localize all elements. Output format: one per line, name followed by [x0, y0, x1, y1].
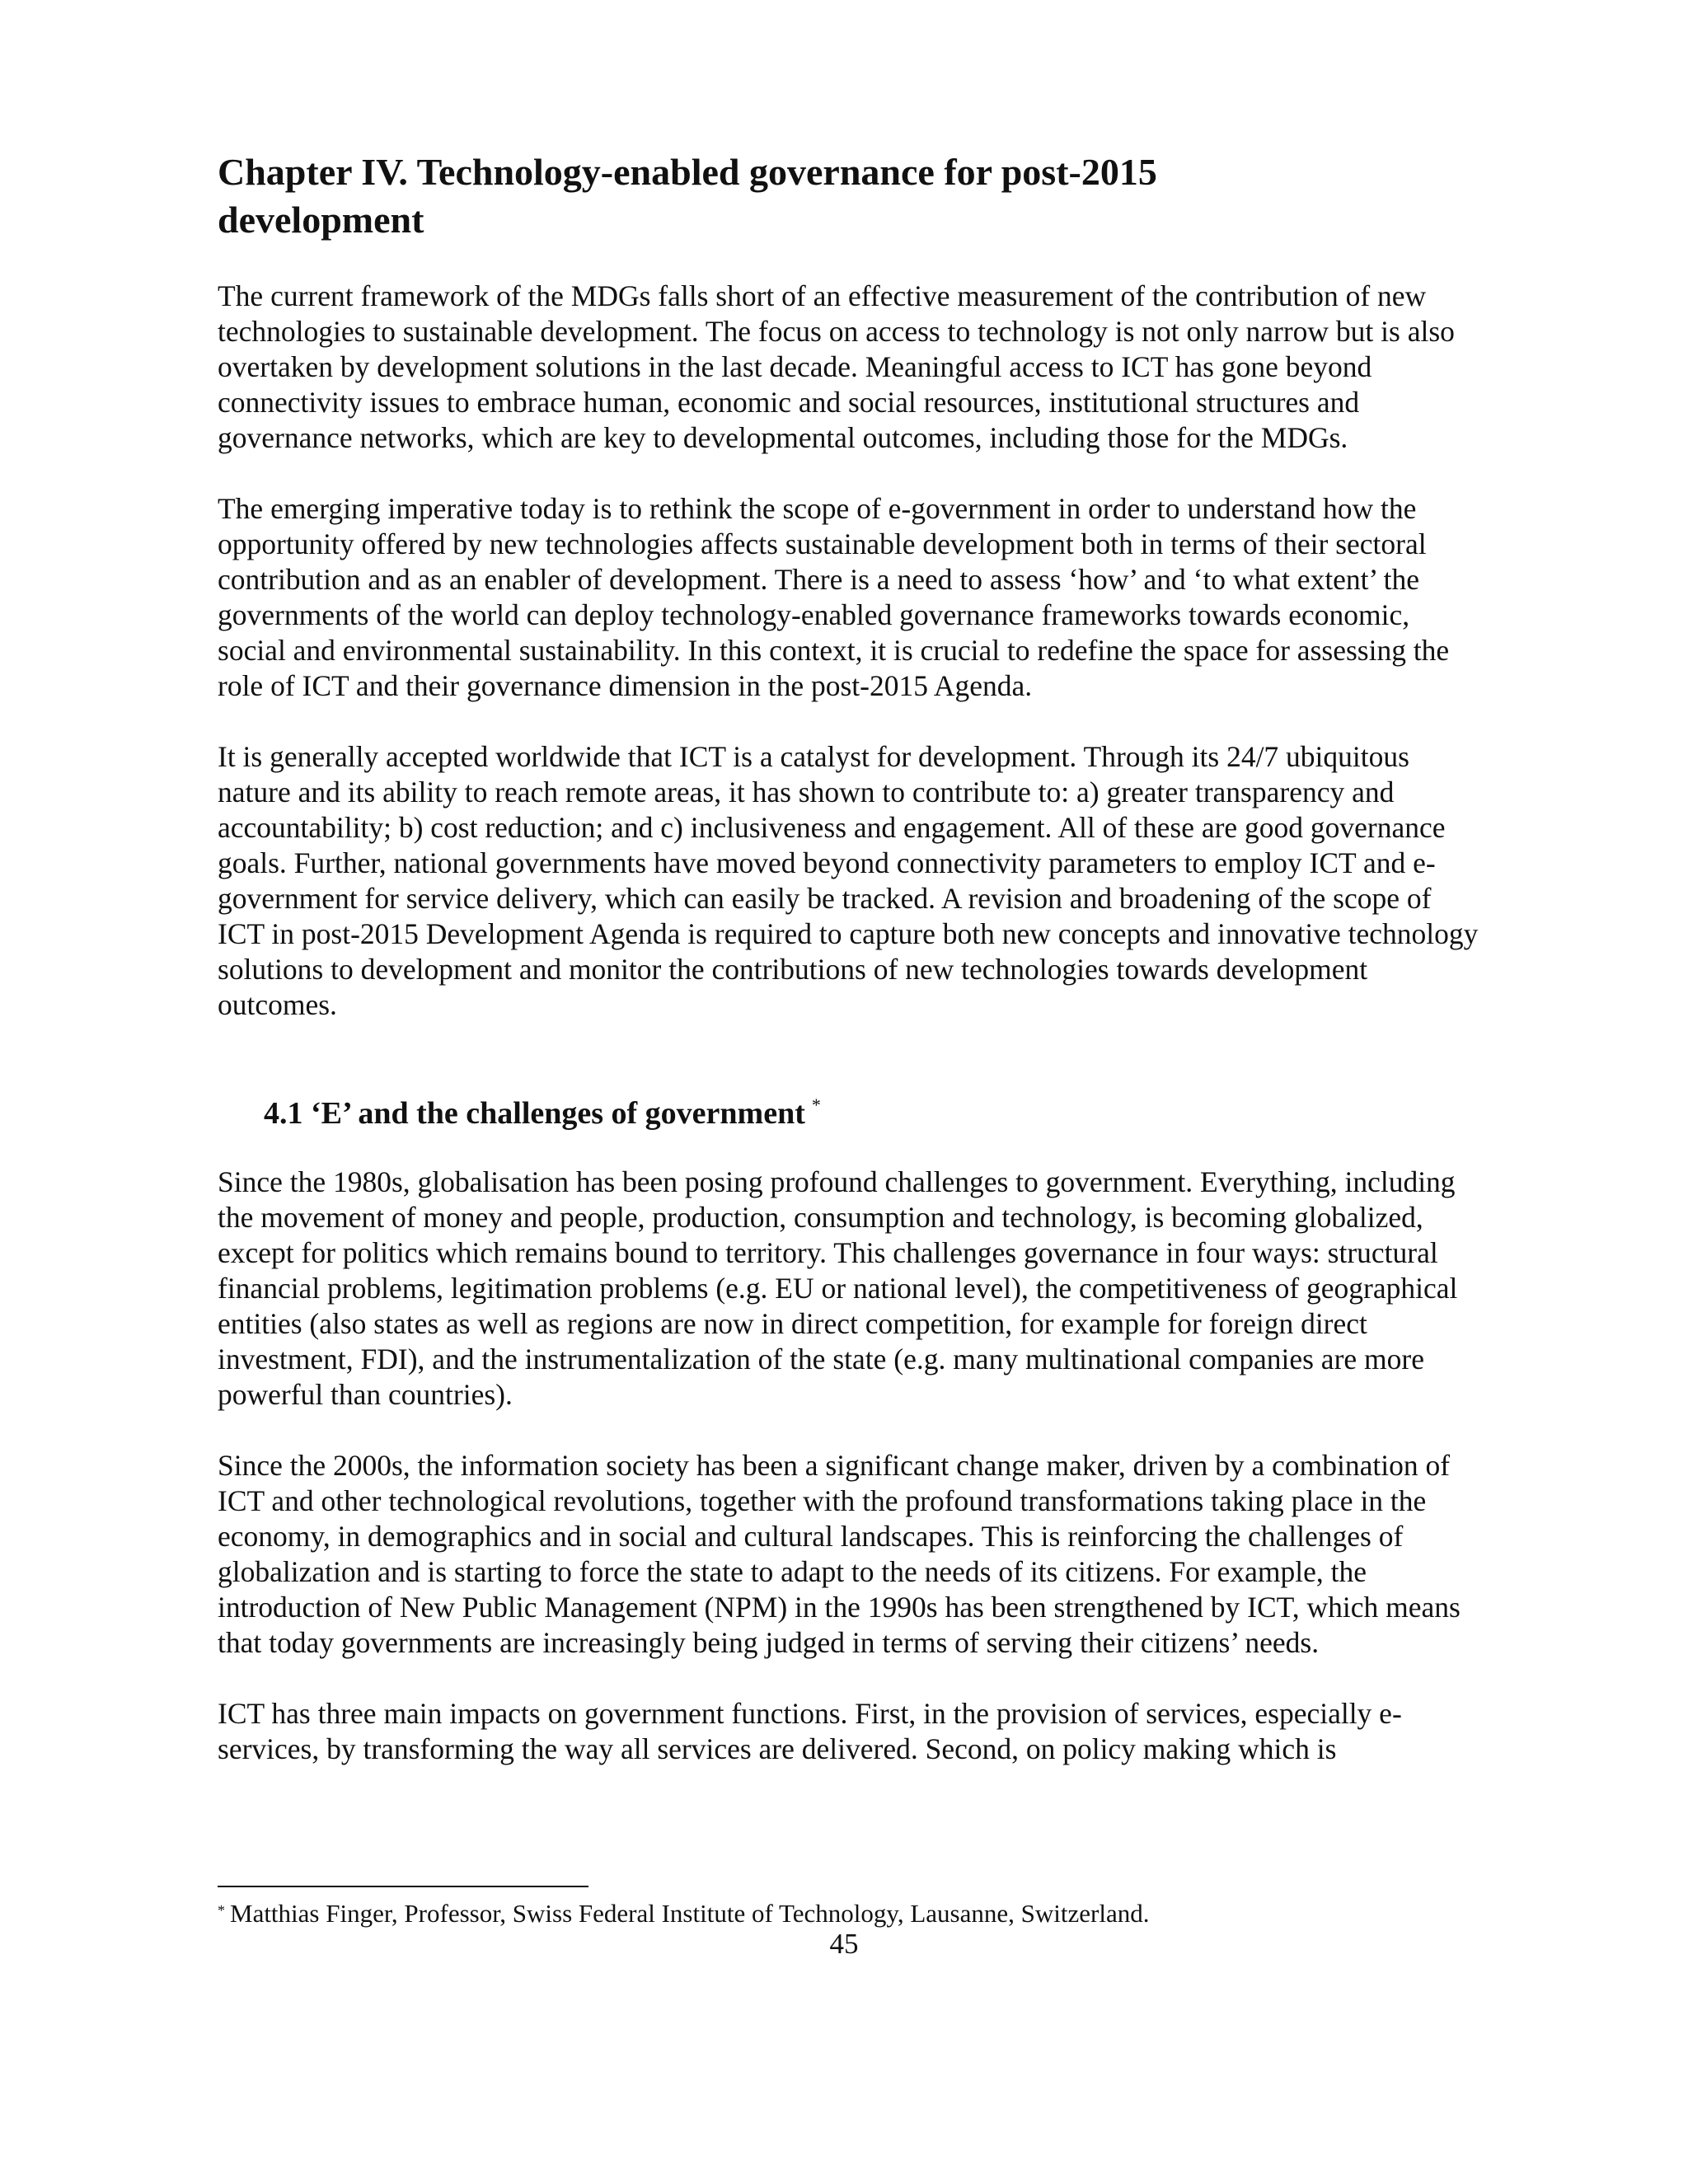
section-paragraph-3: ICT has three main impacts on government functions. First, in the provision of services, especially e-services, by transforming the way all services are delivered. Second, on policy making which is [218, 1697, 1402, 1765]
intro-paragraph-3: It is generally accepted worldwide that ICT is a catalyst for development. Through its 24/7 ubiquitous nature and its ability to reach remote areas, it has shown to contribute to: a) greater transparency and accountability; b) cost reduction; and c) inclusiveness and engagement. All of these are good governance goals. Further, national governments have moved beyond connectivity parameters to employ ICT and e-government for service delivery, which can easily be tracked. A revision and broadening of the scope of ICT in post-2015 Development Agenda is required to capture both new concepts and innovative technology solutions to development and monitor the contributions of new technologies towards development outcomes. [218, 740, 1479, 1021]
section-footnote-marker[interactable]: * [811, 1094, 821, 1115]
footnote-marker: * [218, 1902, 225, 1919]
section-title-text: 4.1 ‘E’ and the challenges of government [264, 1096, 805, 1131]
chapter-title: Chapter IV. Technology-enabled governance for post-2015 development [218, 151, 1157, 241]
intro-paragraph-1: The current framework of the MDGs falls short of an effective measurement of the contribution of new technologies to sustainable development. The focus on access to technology is not only narrow but is also overtaken by development solutions in the last decade. Meaningful access to ICT has gone beyond connectivity issues to embrace human, economic and social resources, institutional structures and governance networks, which are key to developmental outcomes, including those for the MDGs. [218, 279, 1455, 454]
footnote [218, 1897, 1149, 1930]
section-paragraph-2: Since the 2000s, the information society has been a significant change maker, driven by a combination of ICT and other technological revolutions, together with the profound transformations taking place in the economy, in demographics and in social and cultural landscapes. This is reinforcing the challenges of globalization and is starting to force the state to adapt to the needs of its citizens. For example, the introduction of New Public Management (NPM) in the 1990s has been strengthened by ICT, which means that today governments are increasingly being judged in terms of serving their citizens’ needs. [218, 1449, 1461, 1659]
section-paragraph-1: Since the 1980s, globalisation has been posing profound challenges to government. Everything, including the movement of money and people, production, consumption and technology, is becoming globalized, except for politics which remains bound to territory. This challenges governance in four ways: structural financial problems, legitimation problems (e.g. EU or national level), the competitiveness of geographical entities (also states as well as regions are now in direct competition, for example for foreign direct investment, FDI), and the instrumentalization of the state (e.g. many multinational companies are more powerful than countries). [218, 1165, 1458, 1411]
footnote-divider [218, 1886, 588, 1887]
page-number: 45 [829, 1928, 859, 1960]
document-page [218, 148, 1479, 1802]
section-heading [264, 1094, 1479, 1133]
intro-paragraph-2: The emerging imperative today is to rethink the scope of e-government in order to understand how the opportunity offered by new technologies affects sustainable development both in terms of their sectoral contribution and as an enabler of development. There is a need to assess ‘how’ and ‘to what extent’ the governments of the world can deploy technology-enabled governance frameworks towards economic, social and environmental sustainability. In this context, it is crucial to redefine the space for assessing the role of ICT and their governance dimension in the post-2015 Agenda. [218, 492, 1450, 702]
footnote-text: Matthias Finger, Professor, Swiss Federal Institute of Technology, Lausanne, Switzerland. [230, 1899, 1150, 1928]
